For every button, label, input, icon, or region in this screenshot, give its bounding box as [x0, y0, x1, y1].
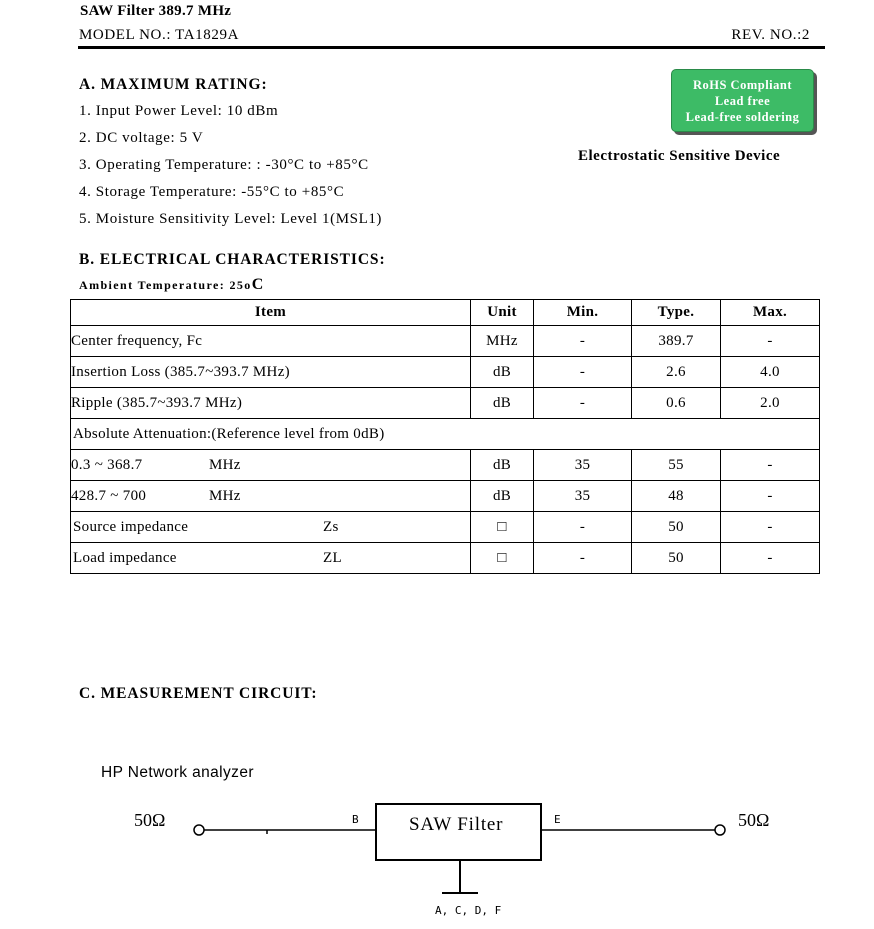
output-terminal-icon — [715, 825, 725, 835]
row-min: - — [534, 326, 632, 357]
range-value: 428.7 ~ 700 — [71, 487, 147, 504]
row-unit: dB — [471, 450, 534, 481]
lead-free-line: Lead free — [714, 93, 771, 108]
row-min: - — [534, 357, 632, 388]
row-max: - — [721, 512, 820, 543]
row-max: 4.0 — [721, 357, 820, 388]
row-min: 35 — [534, 450, 632, 481]
row-unit: □ — [471, 543, 534, 574]
circuit-heading: C. MEASUREMENT CIRCUIT: — [79, 685, 318, 702]
row-max: 2.0 — [721, 388, 820, 419]
row-max: - — [721, 481, 820, 512]
revision-number: REV. NO.:2 — [731, 27, 810, 43]
header-min: Min. — [534, 300, 632, 326]
rating-item: 4. Storage Temperature: -55°C to +85°C — [79, 184, 345, 200]
ambient-temperature-unit: C — [251, 276, 265, 293]
impedance-name: Source impedance — [73, 518, 189, 535]
electrical-heading: B. ELECTRICAL CHARACTERISTICS: — [79, 251, 386, 268]
rating-item: 2. DC voltage: 5 V — [79, 130, 204, 146]
header-max: Max. — [721, 300, 820, 326]
row-item: Insertion Loss (385.7~393.7 MHz) — [71, 357, 471, 388]
row-typ: 2.6 — [632, 357, 721, 388]
document-title: SAW Filter 389.7 MHz — [80, 3, 232, 19]
model-number: MODEL NO.: TA1829A — [79, 27, 240, 43]
row-typ: 55 — [632, 450, 721, 481]
row-unit: dB — [471, 357, 534, 388]
output-impedance-label: 50Ω — [738, 810, 770, 830]
saw-filter-label: SAW Filter — [409, 814, 504, 835]
rating-item: 1. Input Power Level: 10 dBm — [79, 103, 279, 119]
analyzer-label: HP Network analyzer — [101, 764, 254, 781]
row-min: - — [534, 388, 632, 419]
impedance-symbol: ZL — [323, 549, 342, 566]
rating-item: 3. Operating Temperature: : -30°C to +85°C — [79, 157, 369, 173]
header-unit: Unit — [471, 300, 534, 326]
row-max: - — [721, 450, 820, 481]
row-item: Ripple (385.7~393.7 MHz) — [71, 388, 471, 419]
row-unit: dB — [471, 481, 534, 512]
row-unit: □ — [471, 512, 534, 543]
row-item: Center frequency, Fc — [71, 326, 471, 357]
rating-item: 5. Moisture Sensitivity Level: Level 1(MSL1) — [79, 211, 383, 227]
row-unit: MHz — [471, 326, 534, 357]
row-unit: dB — [471, 388, 534, 419]
row-max: - — [721, 543, 820, 574]
range-unit: MHz — [209, 456, 241, 473]
range-unit: MHz — [209, 487, 241, 504]
row-min: - — [534, 512, 632, 543]
row-typ: 50 — [632, 512, 721, 543]
header-typ: Type. — [632, 300, 721, 326]
rohs-line: RoHS Compliant — [692, 77, 793, 92]
row-typ: 50 — [632, 543, 721, 574]
row-typ: 389.7 — [632, 326, 721, 357]
ambient-temperature-text: Ambient Temperature: 25o — [79, 278, 252, 292]
input-terminal-icon — [194, 825, 204, 835]
esd-notice: Electrostatic Sensitive Device — [578, 148, 781, 164]
attenuation-label: Absolute Attenuation:(Reference level from 0dB) — [71, 419, 820, 450]
input-impedance-label: 50Ω — [134, 810, 166, 830]
row-typ: 48 — [632, 481, 721, 512]
range-value: 0.3 ~ 368.7 — [71, 456, 143, 473]
pin-out-label: E — [554, 813, 561, 826]
row-min: - — [534, 543, 632, 574]
max-rating-heading: A. MAXIMUM RATING: — [79, 76, 268, 93]
header-item: Item — [71, 300, 471, 326]
ground-pins-label: A, C, D, F — [435, 904, 502, 917]
impedance-symbol: Zs — [323, 518, 339, 535]
pin-in-label: B — [352, 813, 359, 826]
row-typ: 0.6 — [632, 388, 721, 419]
lead-free-soldering-line: Lead-free soldering — [685, 109, 800, 124]
row-min: 35 — [534, 481, 632, 512]
row-max: - — [721, 326, 820, 357]
impedance-name: Load impedance — [73, 549, 177, 566]
